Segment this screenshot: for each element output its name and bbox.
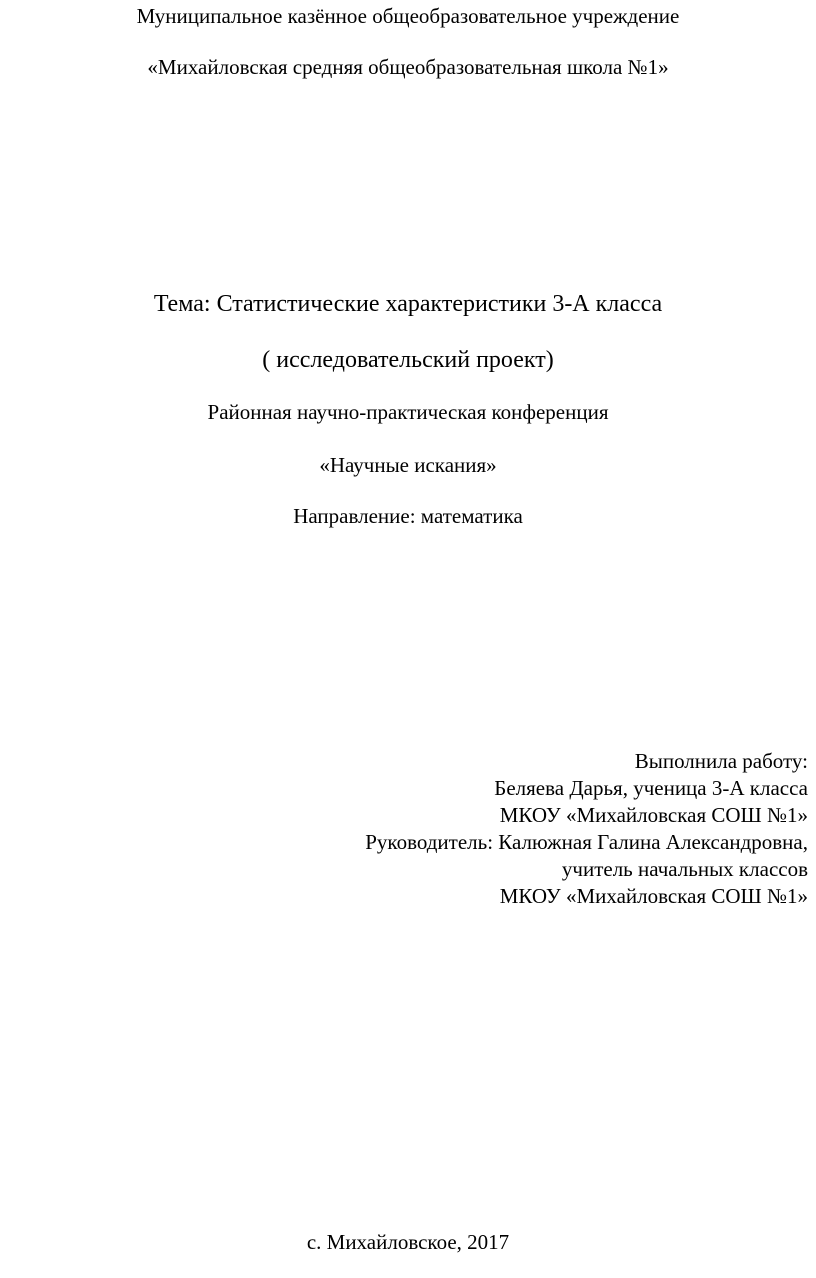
supervisor-name: Руководитель: Калюжная Галина Александровна, <box>365 830 808 854</box>
author-block <box>108 748 808 910</box>
place-year: с. Михайловское, 2017 <box>306 1230 510 1254</box>
topic-title: Статистические характеристики 3-А класса <box>216 291 663 317</box>
direction: Направление: математика <box>293 504 523 528</box>
student-school: МКОУ «Михайловская СОШ №1» <box>499 803 808 827</box>
conference-name: Районная научно-практическая конференция <box>207 400 609 424</box>
topic-heading <box>0 292 816 316</box>
institution-line-1: Муниципальное казённое общеобразовательное учреждение <box>136 4 680 28</box>
supervisor-position: учитель начальных классов <box>561 857 808 881</box>
supervisor-school: МКОУ «Михайловская СОШ №1» <box>499 884 808 908</box>
performed-label: Выполнила работу: <box>634 749 808 773</box>
topic-label: Тема: <box>153 291 211 317</box>
conference-title: «Научные искания» <box>319 453 497 477</box>
student-name: Беляева Дарья, ученица 3-А класса <box>494 776 808 800</box>
institution-line-2: «Михайловская средняя общеобразовательная школа №1» <box>147 55 669 79</box>
project-type: ( исследовательский проект) <box>262 347 554 373</box>
